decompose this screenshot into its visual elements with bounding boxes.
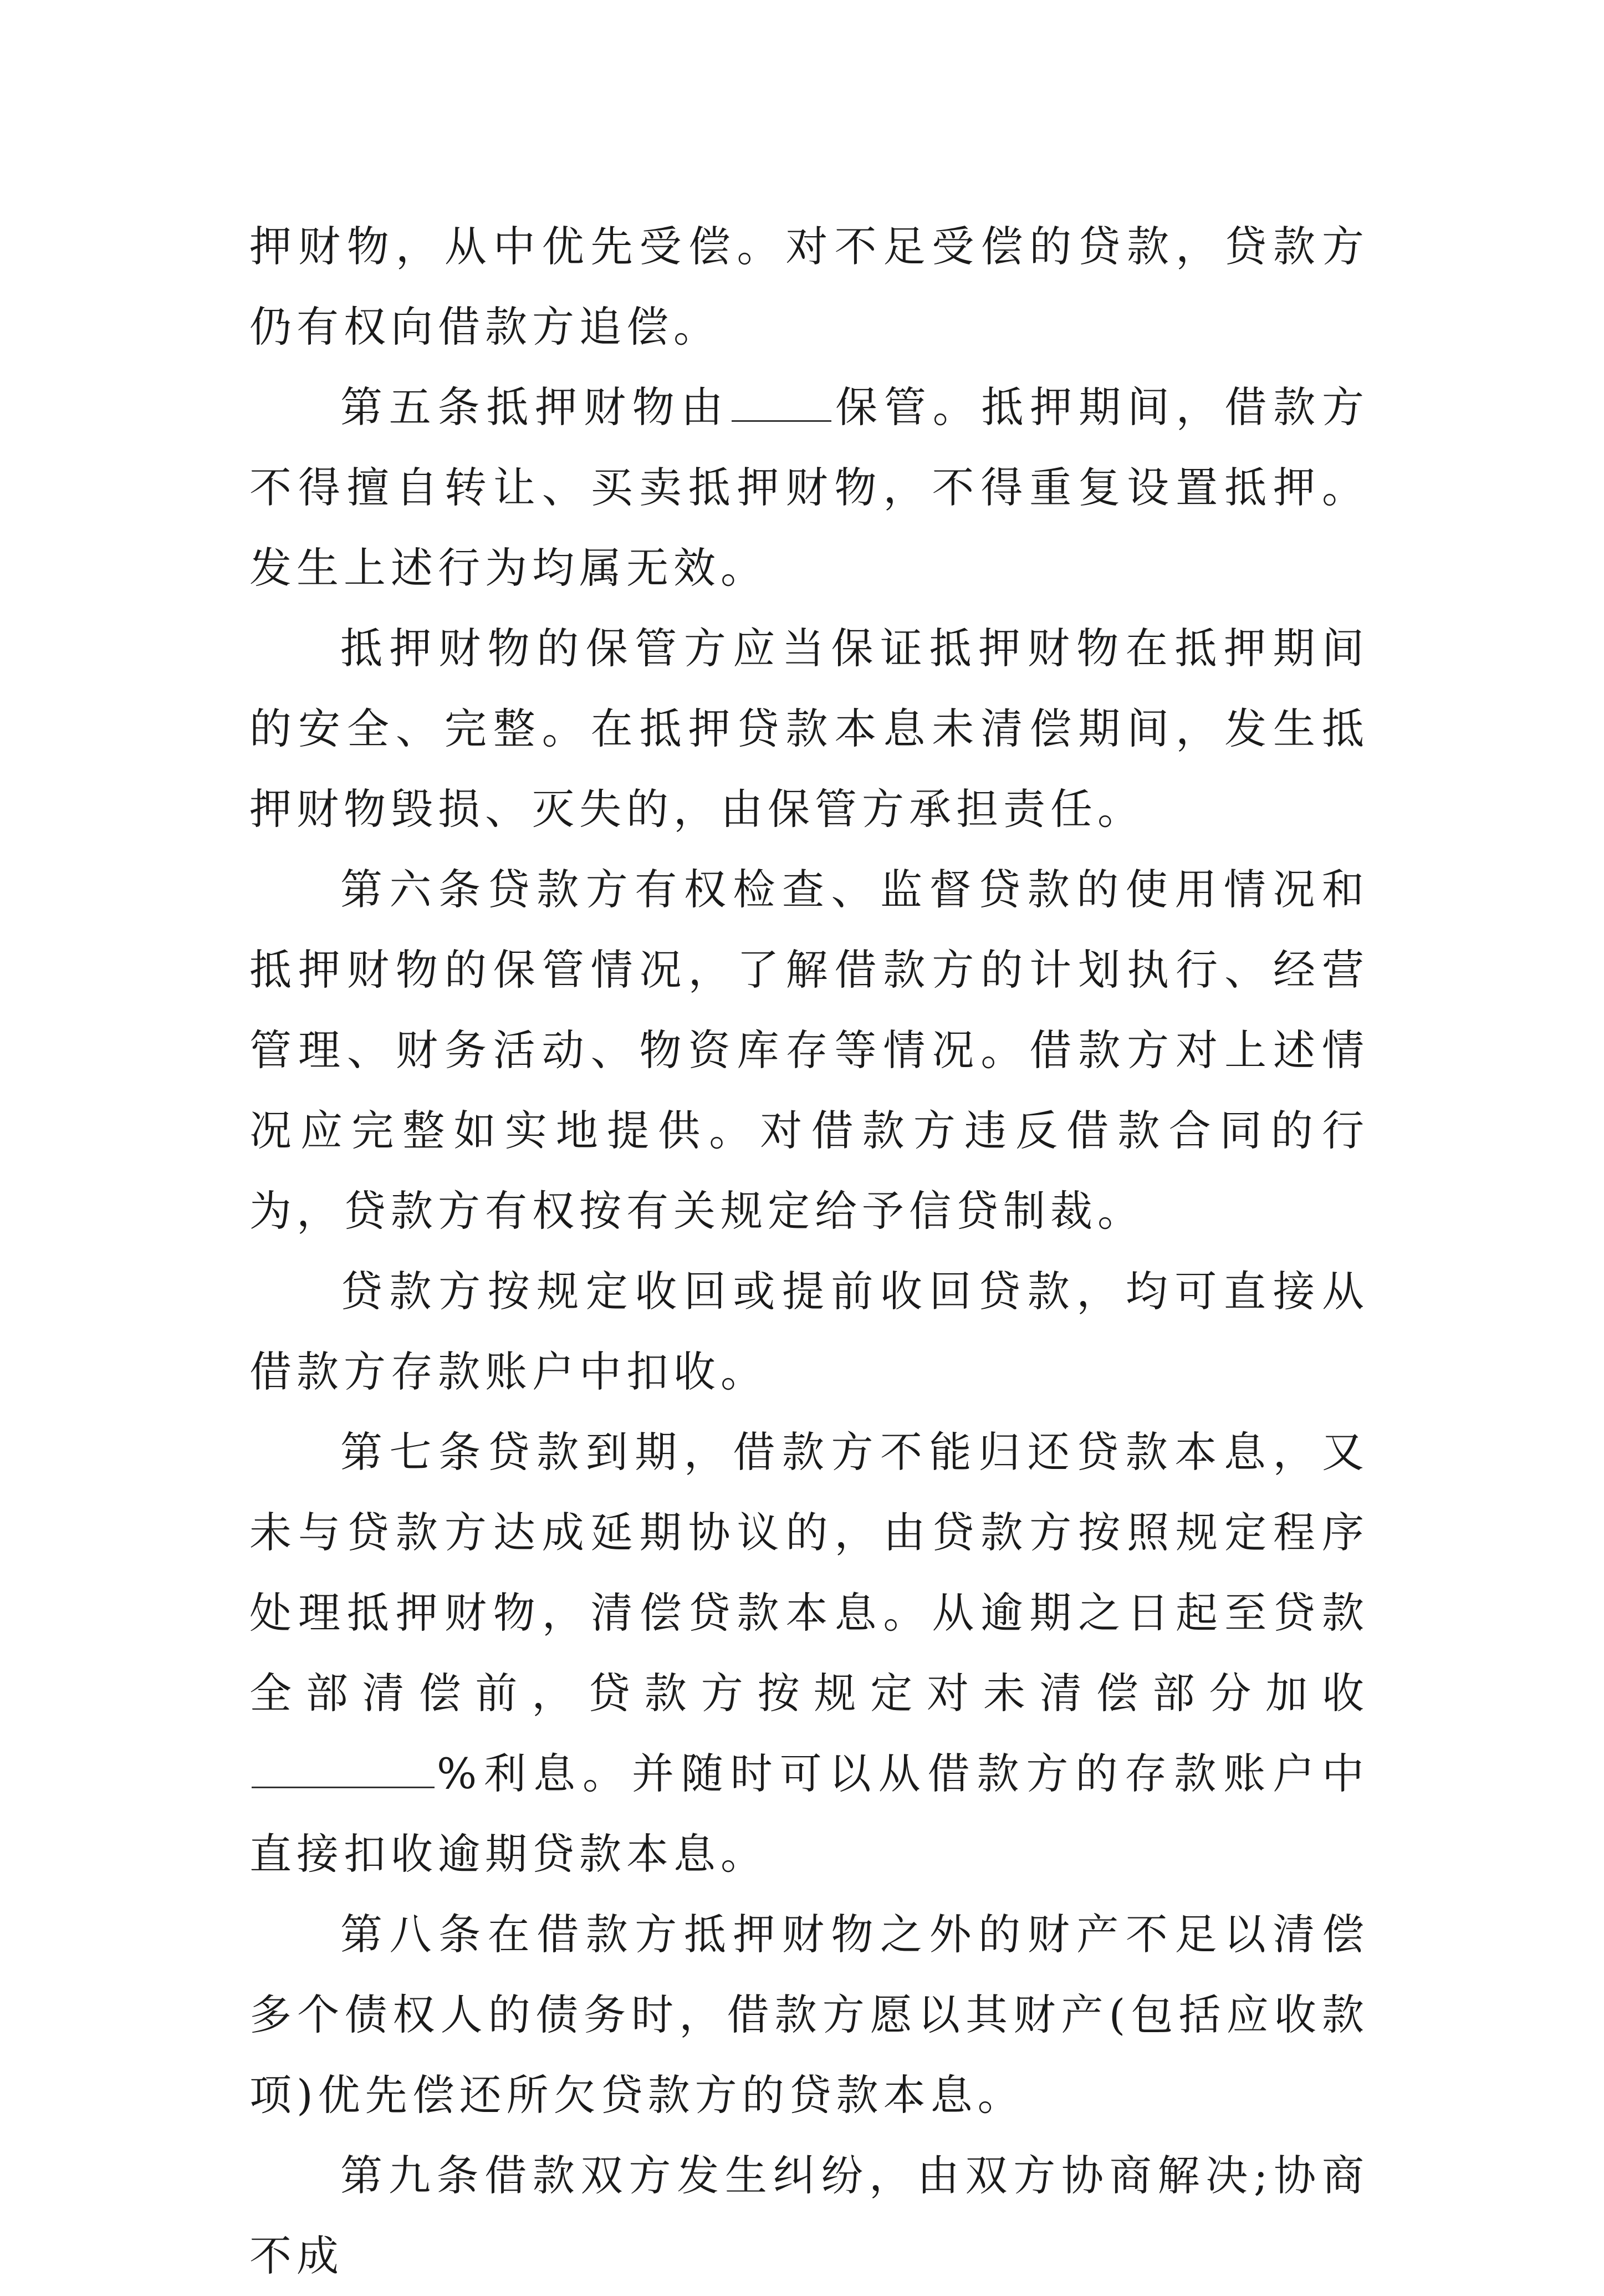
paragraph-text: 第八条在借款方抵押财物之外的财产不足以清偿多个债权人的债务时，借款方愿以其财产(包括应收款项)优先偿还所欠贷款方的贷款本息。 [249, 1910, 1369, 2120]
document-page [249, 206, 1369, 2296]
paragraph-text: 第六条贷款方有权检查、监督贷款的使用情况和抵押财物的保管情况，了解借款方的计划执行、经营管理、财务活动、物资库存等情况。借款方对上述情况应完整如实地提供。对借款方违反借款合同的行为，贷款方有权按有关规定给予信贷制裁。 [249, 865, 1369, 1236]
paragraph-text: 贷款方按规定收回或提前收回贷款，均可直接从借款方存款账户中扣收。 [249, 1267, 1369, 1396]
paragraph-article-9 [249, 2135, 1369, 2296]
paragraph-text: 抵押财物的保管方应当保证抵押财物在抵押期间的安全、完整。在抵押贷款本息未清偿期间，发生抵押财物毁损、灭失的，由保管方承担责任。 [249, 624, 1369, 834]
interest-rate-blank [252, 1752, 435, 1788]
paragraph-article-6 [249, 849, 1369, 1251]
paragraph-article-8 [249, 1894, 1369, 2135]
custodian-blank [732, 386, 831, 422]
paragraph-text: 押财物，从中优先受偿。对不足受偿的贷款，贷款方仍有权向借款方追偿。 [249, 222, 1369, 351]
paragraph-text: 第九条借款双方发生纠纷，由双方协商解决;协商不成 [249, 2151, 1369, 2280]
paragraph-text-before-blank: 第五条抵押财物由 [340, 382, 730, 432]
paragraph-custody-duty [249, 608, 1369, 849]
paragraph-loan-recovery [249, 1251, 1369, 1412]
paragraph-continued-clause [249, 206, 1369, 367]
paragraph-text-before-blank: 第七条贷款到期，借款方不能归还贷款本息，又未与贷款方达成延期协议的，由贷款方按照规定程序处理抵押财物，清偿贷款本息。从逾期之日起至贷款全部清偿前，贷款方按规定对未清偿部分加收 [249, 1427, 1369, 1718]
paragraph-article-5 [249, 367, 1369, 608]
paragraph-article-7 [249, 1412, 1369, 1894]
paragraph-text-after-blank: 保管。抵押期间，借款方不得擅自转让、买卖抵押财物，不得重复设置抵押。发生上述行为均属无效。 [249, 382, 1370, 593]
paragraph-text-after-blank: %利息。并随时可以从借款方的存款账户中直接扣收逾期贷款本息。 [249, 1749, 1369, 1879]
